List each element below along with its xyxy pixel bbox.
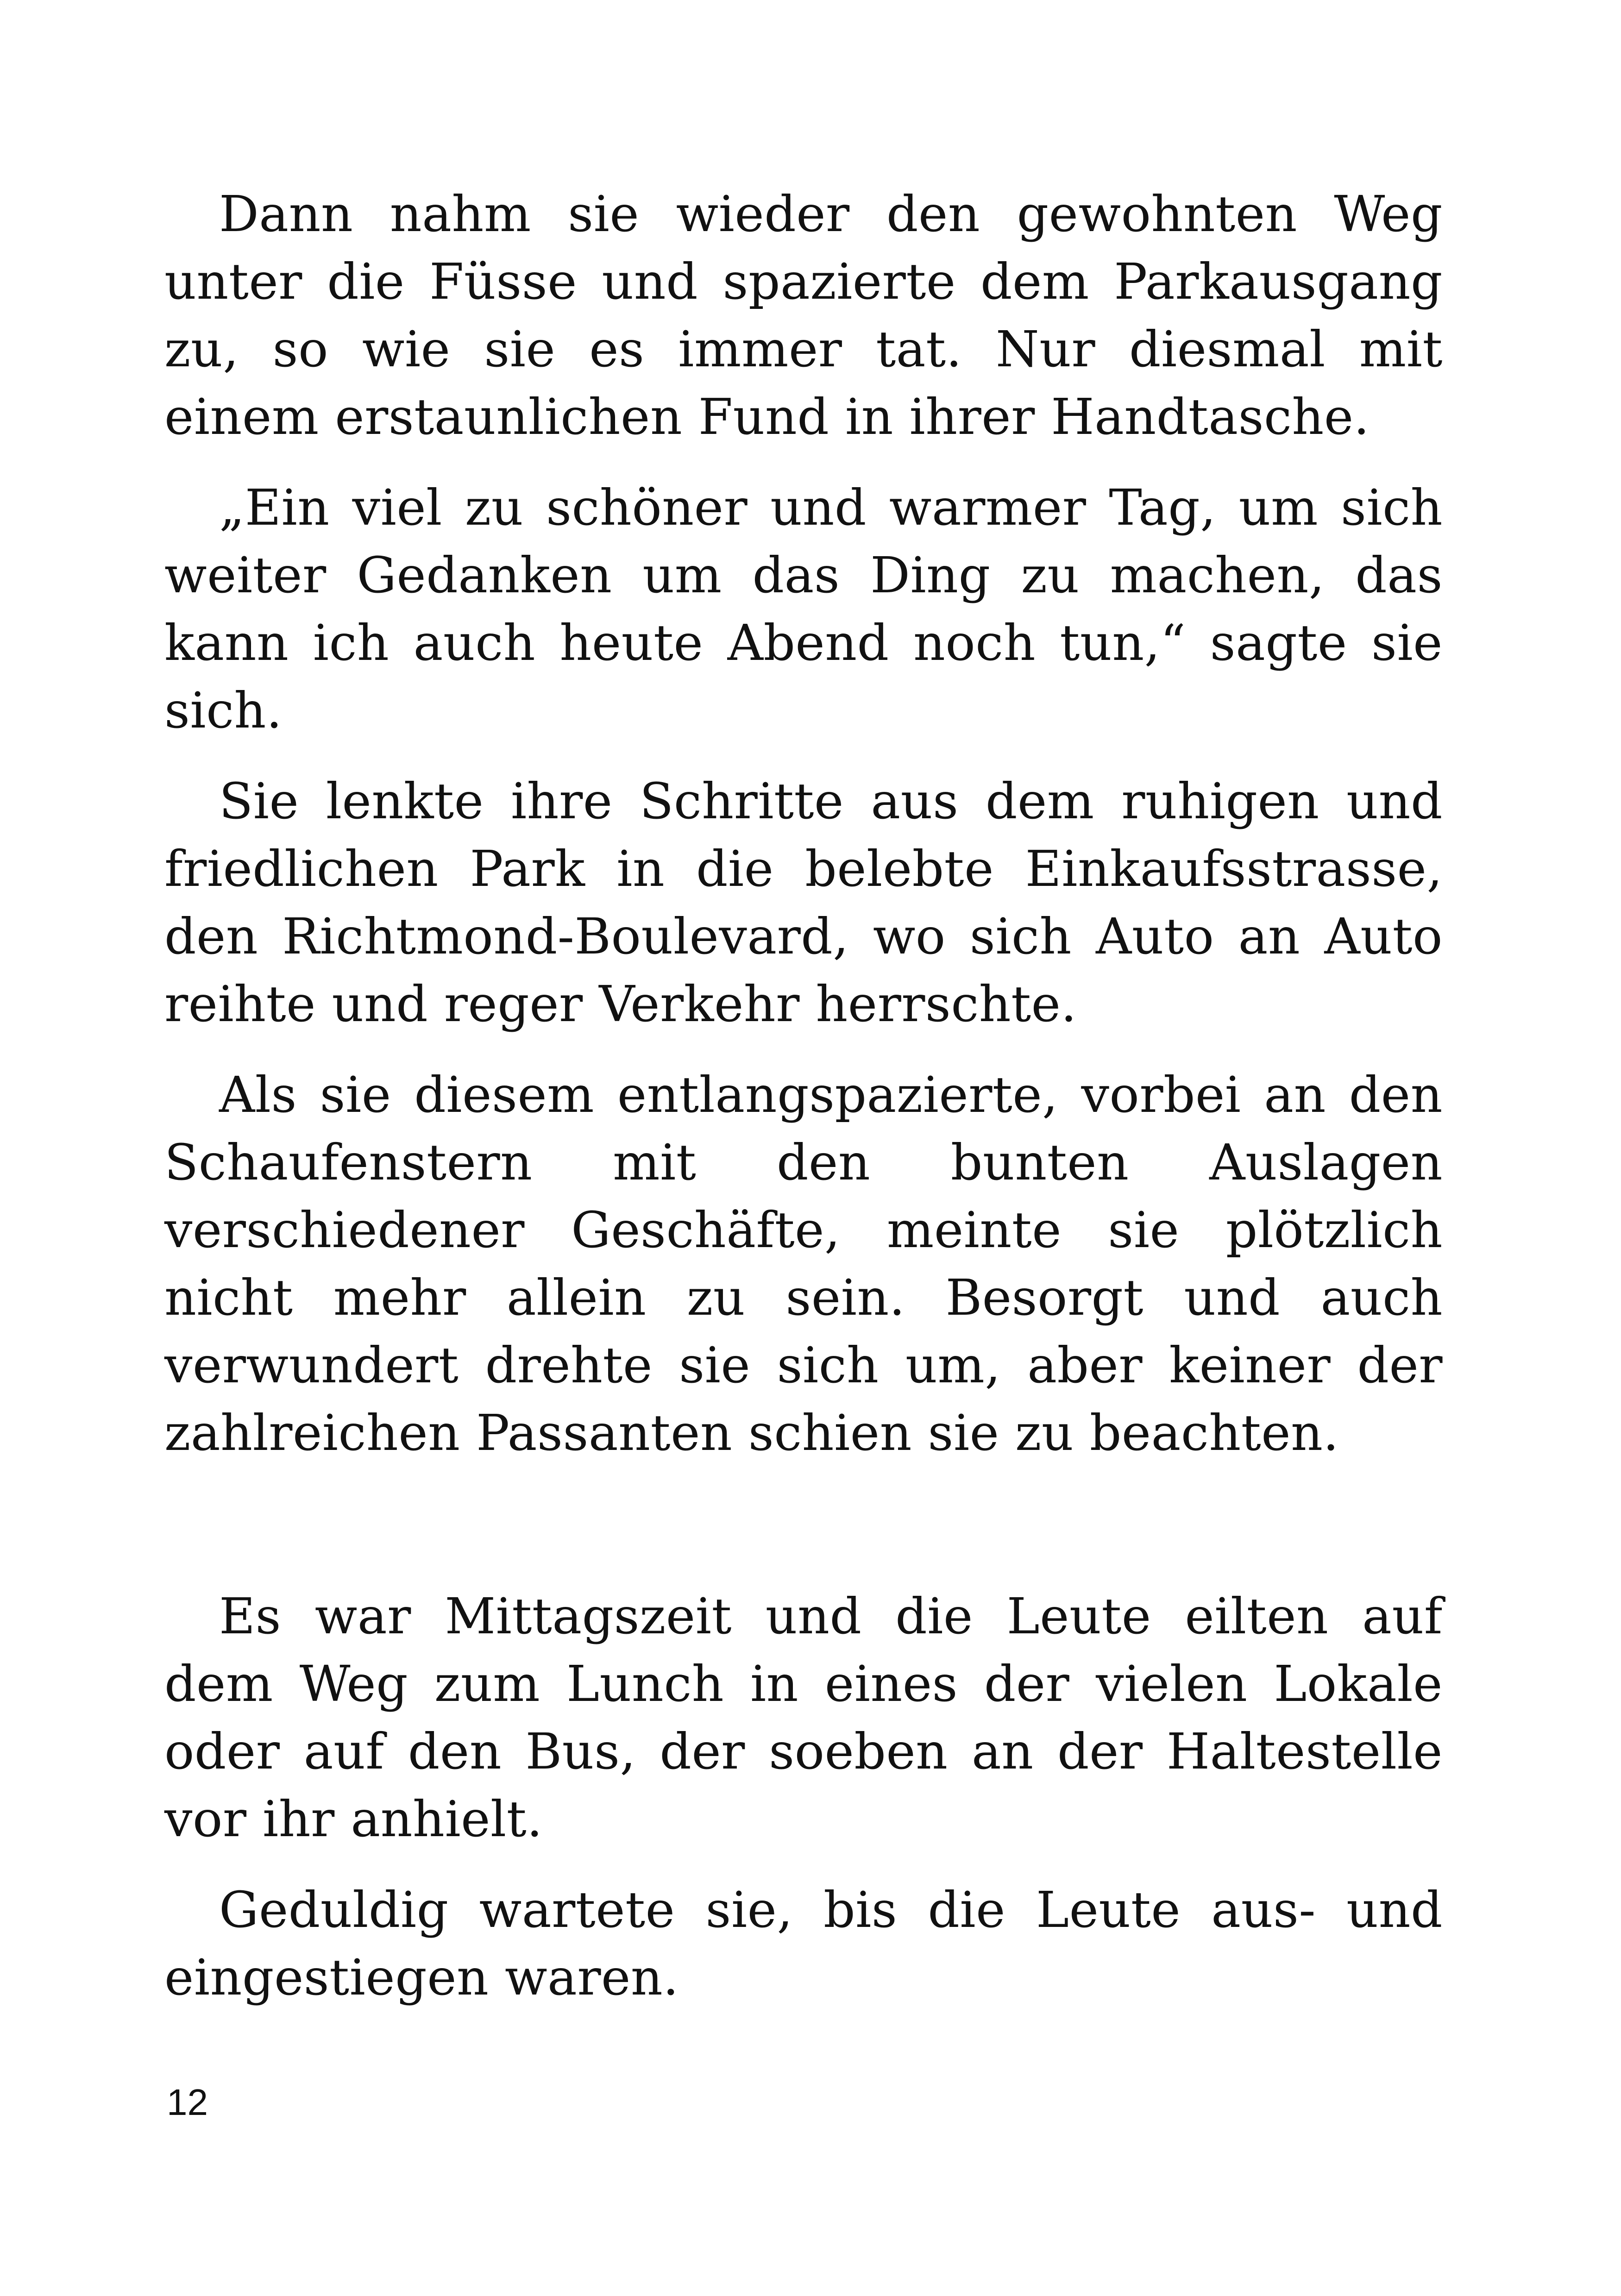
paragraph-4: Als sie diesem entlangspazierte, vorbei an den Schaufenstern mit den bunten Auslagen verschiedener Geschäfte, meinte sie plötzlich nicht mehr allein zu sein. Besorgt und auch verwundert drehte sie sich um, aber keiner der zahlreichen Passanten schien sie zu beachten. bbox=[164, 1066, 1443, 1462]
paragraph-5: Es war Mittagszeit und die Leute eilten auf dem Weg zum Lunch in eines der vielen Lokale oder auf den Bus, der soeben an der Haltestelle vor ihr anhielt. bbox=[164, 1588, 1443, 1848]
paragraph-6: Geduldig wartete sie, bis die Leute aus- und eingestiegen waren. bbox=[164, 1882, 1443, 2007]
paragraph-3: Sie lenkte ihre Schritte aus dem ruhigen und friedlichen Park in die belebte Einkaufsstrasse, den Richtmond-Boulevard, wo sich Auto an Auto reihte und reger Verkehr herrschte. bbox=[164, 773, 1443, 1033]
paragraph-1: Dann nahm sie wieder den gewohnten Weg unter die Füsse und spazierte dem Parkausgang zu, so wie sie es immer tat. Nur diesmal mit einem erstaunlichen Fund in ihrer Handtasche. bbox=[164, 186, 1443, 446]
paragraph-2: „Ein viel zu schöner und warmer Tag, um sich weiter Gedanken um das Ding zu machen, das kann ich auch heute Abend noch tun,“ sagte sie sich. bbox=[164, 479, 1443, 740]
body-text bbox=[164, 181, 1443, 2035]
page-number: 12 bbox=[167, 2082, 208, 2123]
